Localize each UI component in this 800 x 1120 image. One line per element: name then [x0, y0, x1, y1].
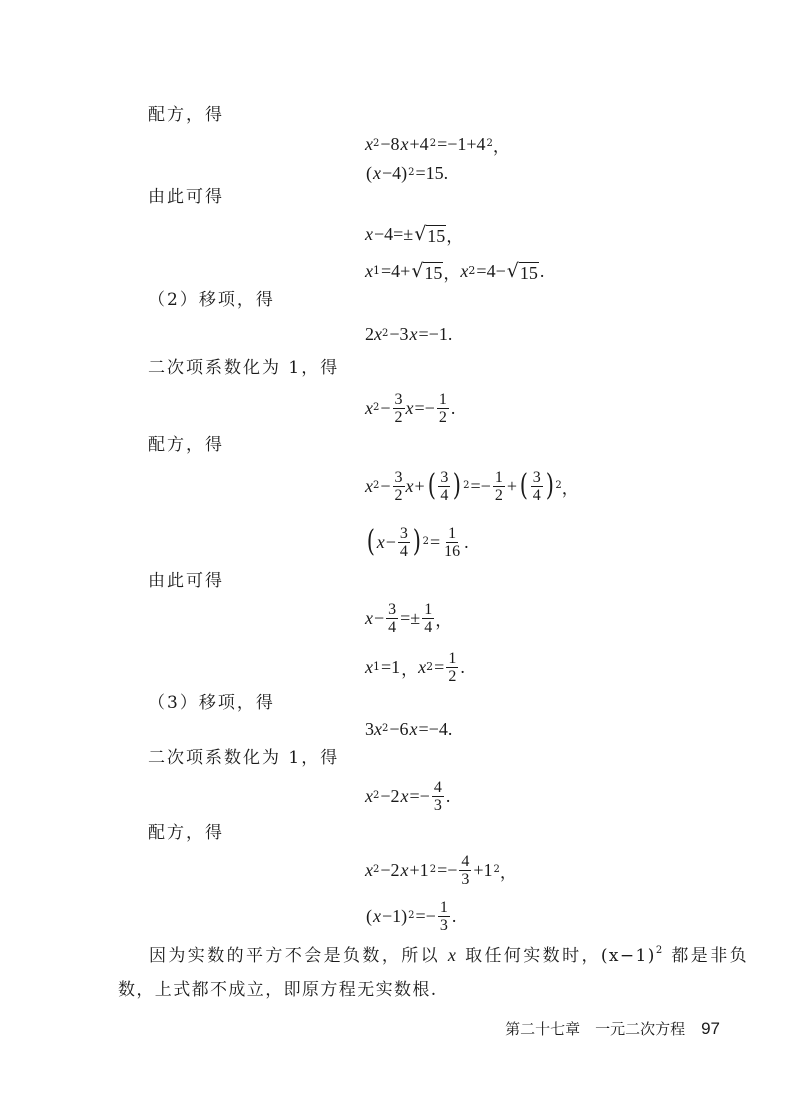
conclusion-var: x: [447, 945, 458, 965]
chapter-title: 第二十七章 一元二次方程: [505, 1020, 686, 1038]
label-normalize-3: 二次项系数化为 1，得: [148, 748, 340, 768]
conclusion-text-c: 都是非负数，上式都不成立，即原方程无实数根.: [118, 946, 748, 1000]
label-complete-square-2: 配方，得: [148, 435, 224, 455]
conclusion-expr: (x−1): [600, 946, 656, 966]
equation-3c: x 2 −2 x +1 2 =− $\frac{4}{3}$ +1 2 ，: [365, 852, 517, 888]
equation-3a: 3 x 2 −6 x =−4.: [365, 718, 453, 739]
equation-2a: 2 x 2 −3 x =−1.: [365, 323, 453, 344]
label-part-2: （2）移项，得: [148, 290, 275, 310]
page-footer: [505, 1018, 720, 1039]
equation-1-roots: x 1 =4+ √ 15 ， x 2 =4− √ 15 .: [365, 260, 545, 283]
page-number: 97: [701, 1019, 720, 1038]
equation-2c: x 2 − $\frac{3}{2}$ x + ( $\frac{3}{4}$ ) 2 =− $\frac{1}{2}$ + ( $\frac{3}{4}$ ) 2 ，: [365, 468, 579, 504]
conclusion-exp: 2: [655, 945, 664, 956]
equation-2d: ( x − $\frac{3}{4}$ ) 2 = $\frac{1}{16}$ .: [366, 524, 469, 560]
conclusion-paragraph: [118, 938, 748, 1007]
label-part-3: （3）移项，得: [148, 693, 275, 713]
label-complete-square-3: 配方，得: [148, 823, 224, 843]
label-hence-2: 由此可得: [148, 571, 224, 591]
conclusion-text-a: 因为实数的平方不会是负数，所以: [148, 946, 441, 966]
equation-3b: x 2 −2 x =− $\frac{4}{3}$ .: [365, 778, 451, 814]
equation-2b: x 2 − $\frac{3}{2}$ x =− $\frac{1}{2}$ .: [365, 390, 456, 426]
conclusion-text-b: 取任何实数时，: [465, 946, 601, 966]
label-complete-square: 配方，得: [148, 105, 224, 125]
equation-1b: ( x −4) 2 =15.: [366, 162, 449, 183]
sqrt-15: √ 15: [414, 223, 446, 246]
equation-3d: ( x −1) 2 =− $\frac{1}{3}$ .: [366, 898, 457, 934]
equation-1c: x −4=± √ 15 ，: [365, 223, 464, 246]
label-hence-1: 由此可得: [148, 187, 224, 207]
equation-2-roots: x 1 =1 ， x 2 = $\frac{1}{2}$ .: [365, 649, 465, 685]
label-normalize-2: 二次项系数化为 1，得: [148, 358, 340, 378]
equation-1a: x 2 −8 x +4 2 =−1+4 2 ，: [365, 133, 510, 156]
equation-2e: x − $\frac{3}{4}$ =± $\frac{1}{4}$ ，: [365, 600, 453, 636]
